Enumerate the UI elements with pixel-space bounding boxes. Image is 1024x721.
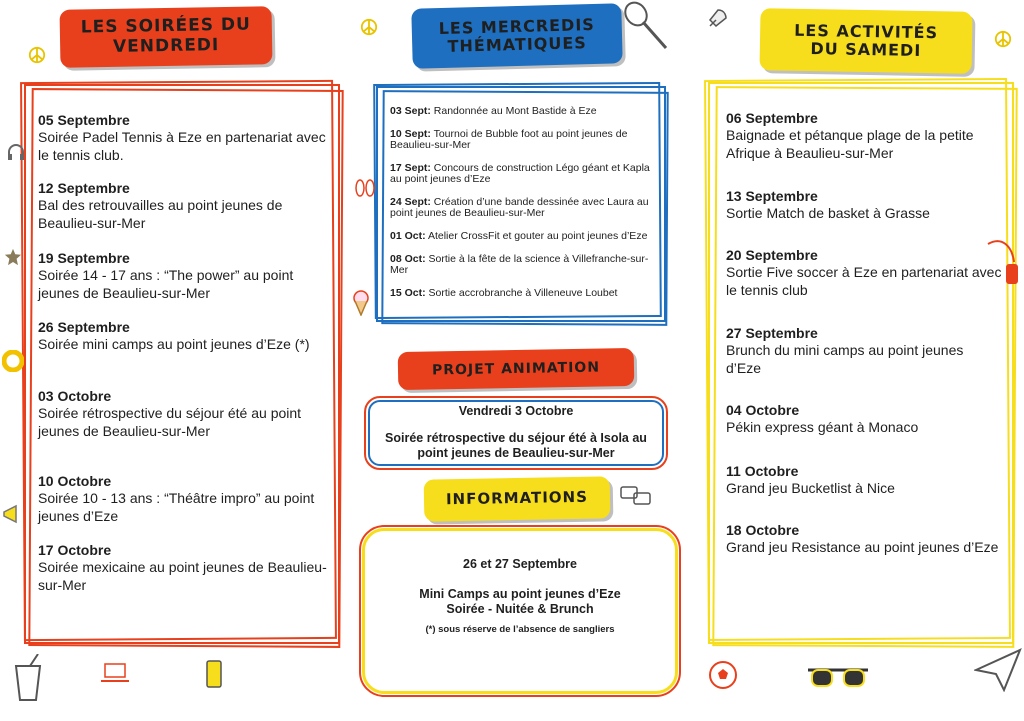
entry-description: Grand jeu Bucketlist à Nice	[726, 480, 895, 496]
list-item	[38, 112, 328, 164]
paper-plane-icon	[974, 648, 1022, 692]
entry-description: Randonnée au Mont Bastide à Eze	[433, 105, 597, 117]
megaphone-icon	[2, 504, 24, 524]
entry-date: 11 Octobre	[726, 463, 799, 479]
left-schedule-frame	[24, 84, 340, 644]
laptop-icon	[100, 662, 130, 684]
projet-description: Soirée rétrospective du séjour été à Isola au point jeunes de Beaulieu-sur-Mer	[385, 431, 647, 460]
list-item	[38, 473, 328, 525]
entry-description: Soirée 14 - 17 ans : “The power” au point jeunes de Beaulieu-sur-Mer	[38, 267, 294, 301]
info-date: 26 et 27 Septembre	[463, 557, 577, 571]
list-item	[390, 163, 652, 185]
entry-description: Soirée Padel Tennis à Eze en partenariat avec le tennis club.	[38, 129, 326, 163]
entry-description: Sortie Match de basket à Grasse	[726, 205, 930, 221]
right-title-line1: LES ACTIVITÉS	[794, 20, 939, 42]
entry-date: 17 Octobre	[38, 542, 112, 558]
middle-column-title	[411, 3, 622, 68]
smartphone-icon	[206, 660, 222, 688]
entry-date: 15 Oct:	[390, 287, 426, 299]
list-item	[390, 254, 652, 276]
informations-title	[424, 476, 611, 521]
entry-date: 12 Septembre	[38, 180, 130, 196]
entry-description: Soirée mexicaine au point jeunes de Beaulieu-sur-Mer	[38, 559, 327, 593]
entry-date: 19 Septembre	[38, 250, 130, 266]
list-item	[38, 319, 328, 353]
headphones-icon	[982, 236, 1022, 292]
entry-date: 17 Sept:	[390, 162, 431, 174]
entry-date: 18 Octobre	[726, 522, 800, 538]
entry-description: Création d’une bande dessinée avec Laura au point jeunes de Beaulieu-sur-Mer	[390, 196, 649, 219]
left-column-title	[60, 6, 273, 68]
headphones-icon	[6, 142, 26, 162]
entry-date: 01 Oct:	[390, 230, 426, 242]
badminton-racket-icon	[622, 0, 672, 52]
list-item	[38, 388, 328, 440]
informations-box	[362, 528, 678, 694]
entry-date: 04 Octobre	[726, 402, 800, 418]
entry-description: Soirée mini camps au point jeunes d’Eze (*)	[38, 336, 310, 352]
info-line2: Soirée - Nuitée & Brunch	[446, 602, 594, 616]
list-item	[38, 250, 328, 302]
entry-date: 26 Septembre	[38, 319, 130, 335]
entry-description: Sortie Five soccer à Eze en partenariat avec le tennis club	[726, 264, 1002, 298]
entry-description: Baignade et pétanque plage de la petite Afrique à Beaulieu-sur-Mer	[726, 127, 974, 161]
entry-date: 03 Sept:	[390, 105, 431, 117]
right-title-line2: DU SAMEDI	[810, 39, 922, 60]
middle-schedule-frame	[376, 86, 666, 322]
list-item	[390, 288, 652, 299]
entry-description: Concours de construction Légo géant et Kapla au point jeunes d’Eze	[390, 162, 650, 185]
chat-bubbles-icon	[620, 486, 652, 506]
list-item	[726, 247, 1002, 299]
left-title-line1: LES SOIRÉES DU	[80, 14, 251, 38]
entry-date: 27 Septembre	[726, 325, 818, 341]
info-line1: Mini Camps au point jeunes d’Eze	[419, 587, 621, 601]
rocket-icon	[706, 8, 728, 30]
list-item	[38, 180, 328, 232]
entry-date: 24 Sept:	[390, 196, 431, 208]
entry-date: 10 Octobre	[38, 473, 112, 489]
right-column-title	[759, 8, 972, 74]
middle-entry-list	[390, 106, 652, 311]
entry-description: Grand jeu Resistance au point jeunes d’Eze	[726, 539, 999, 555]
flip-flops-icon	[354, 178, 376, 198]
entry-description: Pékin express géant à Monaco	[726, 419, 919, 435]
drink-cup-icon	[8, 654, 48, 702]
entry-description: Bal des retrouvailles au point jeunes de Beaulieu-sur-Mer	[38, 197, 283, 231]
list-item	[390, 106, 652, 117]
entry-description: Brunch du mini camps au point jeunes d’Eze	[726, 342, 964, 376]
ice-cream-icon	[352, 290, 370, 316]
projet-date: Vendredi 3 Octobre	[458, 404, 574, 418]
entry-date: 03 Octobre	[38, 388, 112, 404]
list-item	[726, 463, 1002, 497]
entry-date: 20 Septembre	[726, 247, 818, 263]
projet-animation-title	[398, 348, 635, 390]
peace-sign-icon	[360, 18, 378, 36]
peace-sign-icon	[28, 46, 46, 64]
list-item	[390, 197, 652, 219]
list-item	[38, 542, 328, 594]
entry-date: 13 Septembre	[726, 188, 818, 204]
entry-date: 10 Sept:	[390, 128, 431, 140]
list-item	[726, 402, 1002, 436]
entry-date: 05 Septembre	[38, 112, 130, 128]
projet-animation-box	[368, 400, 664, 466]
right-schedule-frame	[708, 82, 1014, 644]
entry-description: Atelier CrossFit et gouter au point jeunes d’Eze	[427, 230, 648, 242]
entry-description: Soirée rétrospective du séjour été au point jeunes de Beaulieu-sur-Mer	[38, 405, 302, 439]
list-item	[390, 129, 652, 151]
star-icon	[4, 248, 22, 266]
informations-title-text: INFORMATIONS	[445, 488, 589, 509]
entry-description: Sortie accrobranche à Villeneuve Loubet	[428, 287, 618, 299]
info-note: (*) sous réserve de l’absence de sangliers	[425, 624, 615, 635]
projet-title-text: PROJET ANIMATION	[431, 359, 601, 379]
middle-title-line2: THÉMATIQUES	[447, 33, 588, 56]
entry-description: Tournoi de Bubble foot au point jeunes de Beaulieu-sur-Mer	[390, 128, 628, 151]
entry-description: Soirée 10 - 13 ans : “Théâtre impro” au point jeunes d’Eze	[38, 490, 315, 524]
list-item	[726, 522, 1002, 556]
left-title-line2: VENDREDI	[112, 35, 220, 57]
list-item	[726, 110, 1002, 162]
soccer-ball-icon	[708, 660, 738, 690]
entry-date: 08 Oct:	[390, 253, 426, 265]
sunglasses-icon	[806, 664, 870, 692]
peace-sign-icon	[994, 30, 1012, 48]
list-item	[390, 231, 652, 242]
middle-title-line1: LES MERCREDIS	[438, 14, 596, 38]
donut-icon	[2, 350, 24, 372]
list-item	[726, 188, 1002, 222]
entry-date: 06 Septembre	[726, 110, 818, 126]
entry-description: Sortie à la fête de la science à Villefranche-sur-Mer	[390, 253, 649, 276]
list-item	[726, 325, 1002, 377]
